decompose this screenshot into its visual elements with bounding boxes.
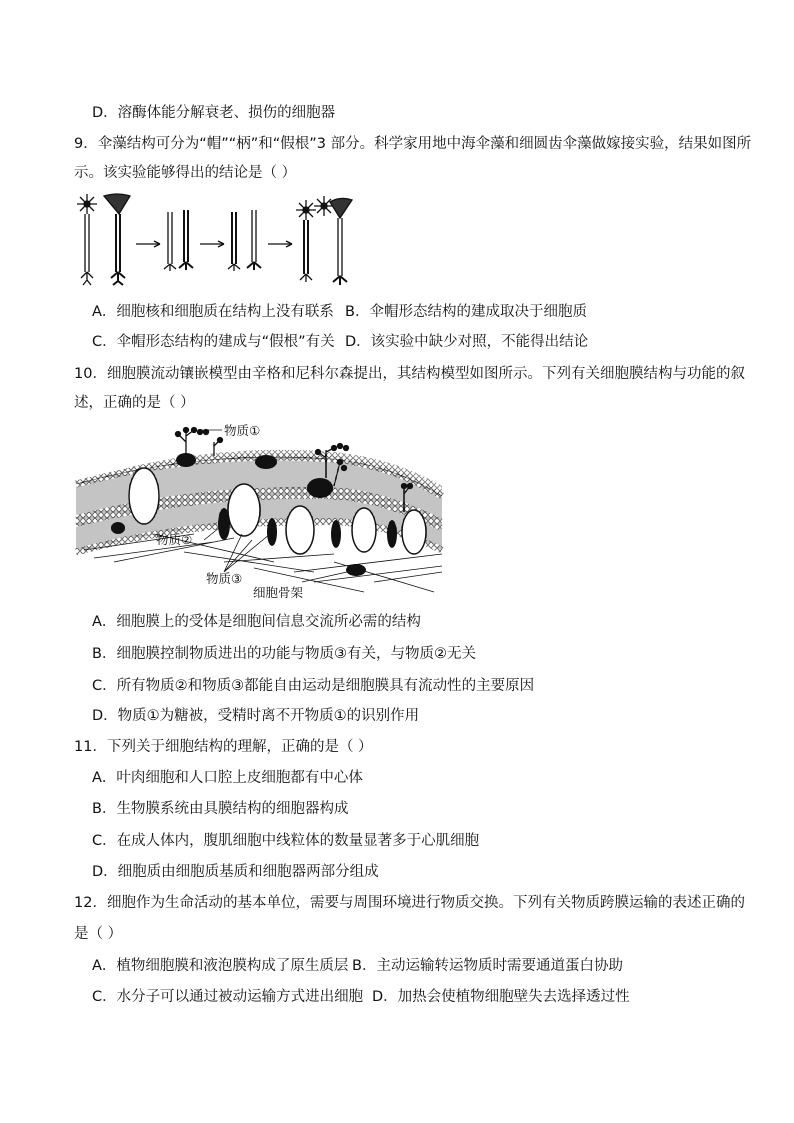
q9-option-c: C．伞帽形态结构的建成与“假根”有关 [92,334,335,350]
q11-option-d: D．细胞质由细胞质基质和细胞器两部分组成 [92,864,379,880]
acetabularia-grafting-figure [74,192,364,292]
q12-option-c: C．水分子可以通过被动运输方式进出细胞 [92,989,364,1005]
q10-option-d: D．物质①为糖被，受精时离不开物质①的识别作用 [92,708,420,724]
q11-option-b: B．生物膜系统由具膜结构的细胞器构成 [92,801,349,817]
q12-stem-line2: 是（ ） [74,926,123,942]
alga-crenulata [104,194,130,285]
alga-mediterranean [77,194,97,285]
q11-stem: 11．下列关于细胞结构的理解，正确的是（ ） [74,739,373,755]
q9-stem-line1: 9．伞藻结构可分为“帽”“柄”和“假根”3 部分。科学家用地中海伞藻和细圆齿伞藻做嫁接实验，结果如图所 [74,136,752,152]
q12-option-b: B．主动运输转运物质时需要通道蛋白协助 [352,958,623,974]
label-cytoskeleton: 细胞骨架 [253,585,304,600]
q9-option-a: A．细胞核和细胞质在结构上没有联系 [92,304,334,320]
q10-option-b: B．细胞膜控制物质进出的功能与物质③有关，与物质②无关 [92,646,476,662]
q11-option-c: C．在成人体内，腹肌细胞中线粒体的数量显著多于心肌细胞 [92,833,480,849]
q12-stem-line1: 12．细胞作为生命活动的基本单位，需要与周围环境进行物质交换。下列有关物质跨膜运输的表述正确的 [74,895,745,911]
label-substance-3: 物质③ [206,571,243,586]
q10-option-a: A．细胞膜上的受体是细胞间信息交流所必需的结构 [92,614,421,630]
label-substance-2: 物质② [156,532,193,547]
q9-option-b: B．伞帽形态结构的建成取决于细胞质 [345,304,587,320]
q10-stem-line1: 10．细胞膜流动镶嵌模型由辛格和尼科尔森提出，其结构模型如图所示。下列有关细胞膜结构与功能的叙 [74,366,745,382]
q9-stem-line2: 示。该实验能够得出的结论是（ ） [74,165,297,181]
q12-option-a: A．植物细胞膜和液泡膜构成了原生质层 [92,958,349,974]
q12-option-d: D．加热会使植物细胞壁失去选择透过性 [372,989,630,1005]
label-substance-1: 物质① [224,423,261,438]
q9-option-d: D．该实验中缺少对照，不能得出结论 [345,334,589,350]
q10-option-c: C．所有物质②和物质③都能自由运动是细胞膜具有流动性的主要原因 [92,678,535,694]
q8-option-d: D．溶酶体能分解衰老、损伤的细胞器 [92,105,336,121]
fluid-mosaic-model-figure [74,422,446,602]
q10-stem-line2: 述，正确的是（ ） [74,395,195,411]
q11-option-a: A．叶肉细胞和人口腔上皮细胞都有中心体 [92,770,363,786]
